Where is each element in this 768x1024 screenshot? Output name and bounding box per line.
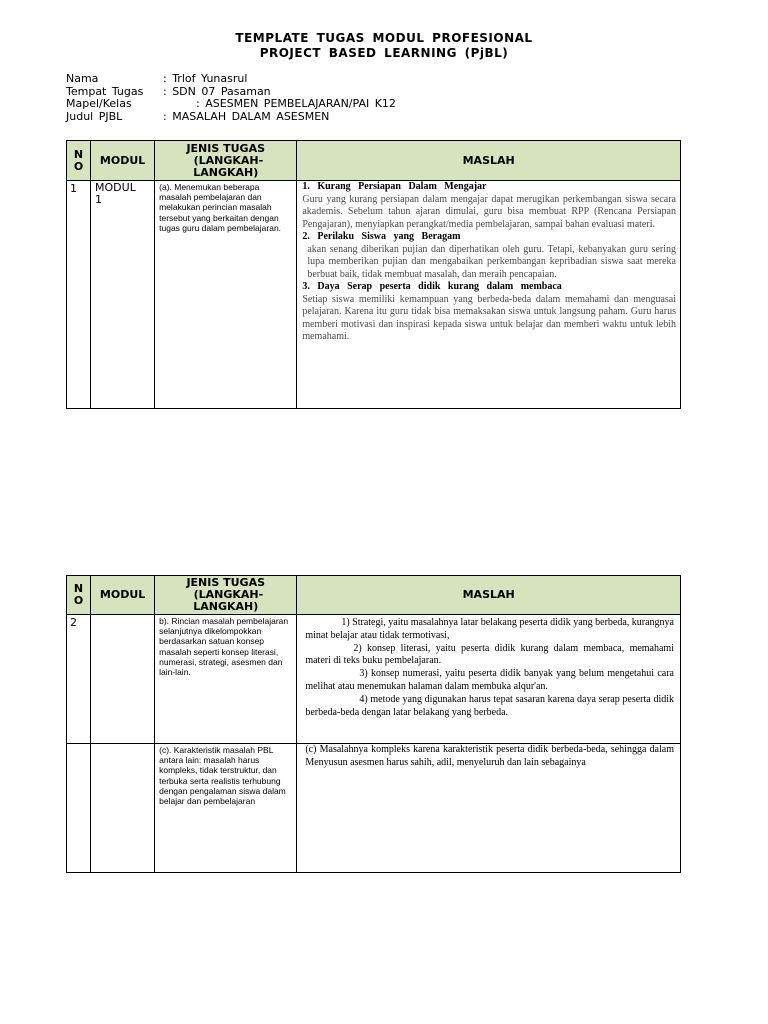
- meta-label: Nama: [66, 72, 99, 85]
- table-header-row: [67, 141, 681, 181]
- meta-value: : SDN 07 Pasaman: [163, 84, 271, 98]
- header-modul: MODUL: [91, 141, 155, 181]
- table-header-row: [67, 576, 681, 615]
- issue-points: [297, 615, 681, 744]
- task-table-1: [66, 140, 681, 409]
- row-number: 1: [67, 181, 91, 409]
- issue-heading: 2. Perilaku Siswa yang Beragam: [302, 231, 461, 242]
- table-row: [67, 615, 681, 744]
- row-modul: [91, 615, 155, 744]
- title-line-2: PROJECT BASED LEARNING (PjBL): [259, 46, 509, 60]
- issue-point: 3) konsep numerasi, yaitu peserta didik banyak yang belum mengetahui cara melihat atau menemukan halaman dalam membuka alqur'an.: [305, 668, 674, 692]
- row-modul: MODUL 1: [91, 181, 155, 409]
- meta-label: Judul PJBL: [66, 109, 123, 123]
- header-jenis-tugas: JENIS TUGAS t(LANGKAH- LANGKAH): [155, 576, 297, 615]
- issue-point: 1) Strategi, yaitu masalahnya latar belakang peserta didik yang berbeda, kurangnya minat belajar atau tidak termotivasi,: [305, 617, 674, 641]
- meta-value: : MASALAH DALAM ASESMEN: [163, 109, 330, 123]
- issue-point: 4) metode yang digunakan harus tepat sasaran karena daya serap peserta didik berbeda-beda dengan latar belakang yang berbeda.: [305, 693, 674, 718]
- header-jenis-tugas: JENIS TUGAS t(LANGKAH- LANGKAH): [155, 141, 297, 181]
- table-row: [67, 744, 681, 873]
- issue-text: (c) Masalahnya kompleks karena karakteristik peserta didik berbeda-beda, sehingga dalam Menyusun asesmen harus sahih, adil, menyeluruh dan lain sebagainya: [297, 744, 681, 873]
- step-description: (c). Karakteristik masalah PBL antara lain: masalah harus kompleks, tidak terstruktur, dan terbuka serta realistis terhubung dengan pengalaman siswa dalam belajar dan pembelajaran: [155, 744, 297, 873]
- header-no: N O: [67, 576, 91, 615]
- issue-text: Setiap siswa memiliki kemampuan yang berbeda-beda dalam memahami dan menguasai pelajaran. Karena itu guru tidak bisa memaksakan siswa untuk langsung paham. Guru harus memberi motivasi dan inspirasi kepada siswa untuk belajar dan memberi waktu untuk lebih memahami.: [302, 293, 676, 342]
- header-no: N O: [67, 141, 91, 181]
- row-number-empty: [67, 744, 91, 873]
- issue-list: [297, 181, 681, 409]
- task-table-2: [66, 575, 681, 873]
- meta-value: : ASESMEN PEMBELAJARAN/PAI K12: [196, 97, 396, 110]
- title-line-1: TEMPLATE TUGAS MODUL PROFESIONAL: [235, 31, 533, 45]
- document-title: [0, 31, 768, 61]
- row-number: 2: [67, 615, 91, 744]
- issue-heading: 1. Kurang Persiapan Dalam Mengajar: [302, 181, 487, 192]
- step-description: (a). Menemukan beberapa masalah pembelajaran dan melakukan perincian masalah tersebut yang berkaitan dengan tugas guru dalam pembelajaran.: [155, 181, 297, 409]
- header-modul: MODUL: [91, 576, 155, 615]
- header-maslah: MASLAH: [297, 141, 681, 181]
- issue-heading: 3. Daya Serap peserta didik kurang dalam membaca: [302, 281, 562, 292]
- issue-text: Guru yang kurang persiapan dalam mengajar dapat merugikan perkembangan siswa secara akademis. Sebelum tahun ajaran dimulai, guru bisa membuat RPP (Rencana Persiapan Pengajaran), menyiapkan perangkat/media pembelajaran, sampai bahan evaluasi materi.: [302, 193, 676, 230]
- header-maslah: MASLAH: [297, 576, 681, 615]
- meta-label: Mapel/Kelas: [66, 97, 132, 110]
- meta-value: : Trlof Yunasrul: [163, 72, 248, 85]
- step-description: b). Rincian masalah pembelajaran selanjutnya dikelompokkan berdasarkan satuan konsep masalah seperti konsep literasi, numerasi, strategi, asesmen dan lain-lain.: [155, 615, 297, 744]
- table-row: [67, 181, 681, 409]
- row-modul-empty: [91, 744, 155, 873]
- issue-point: 2) konsep literasi, yaitu peserta didik kurang dalam membaca, memahami materi di teks buku pembelajaran.: [305, 642, 674, 667]
- meta-label: Tempat Tugas: [66, 84, 144, 98]
- issue-text: akan senang diberikan pujian dan diperhatikan oleh guru. Tetapi, kebanyakan guru sering lupa memberikan pujian dan mengabaikan perkembangan kepribadian siswa saat mereka berbuat baik, tidak membuat masalah, dan meraih pencapaian.: [307, 243, 676, 280]
